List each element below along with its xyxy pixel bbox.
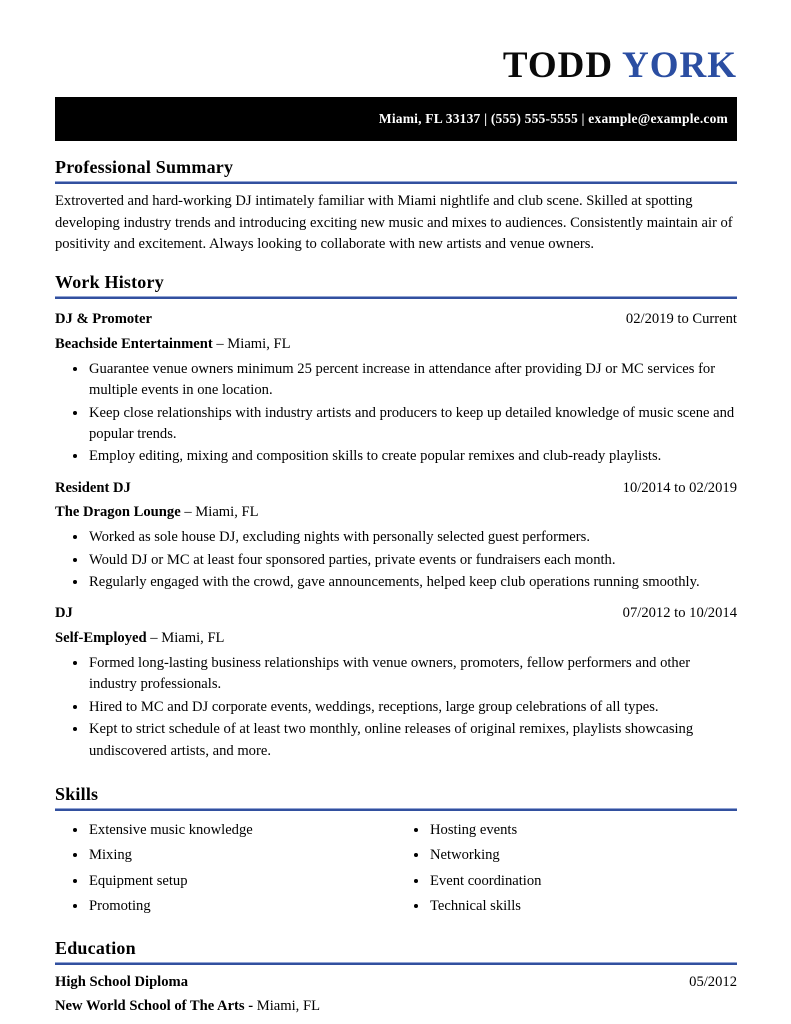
skills-columns (55, 818, 737, 922)
school-name: New World School of The Arts - (55, 997, 254, 1014)
section-rule (55, 296, 737, 299)
section-rule (55, 962, 737, 965)
company-name: Self-Employed (55, 629, 147, 646)
skill-item: • Event coordination (429, 871, 737, 892)
skills-column-right (396, 818, 737, 922)
skill-item: • Equipment setup (88, 871, 396, 892)
education-header (55, 972, 737, 993)
job-company-line (55, 334, 737, 355)
skill-item: • Networking (429, 845, 737, 866)
bullet-item: • Regularly engaged with the crowd, gave announcements, helped keep club operations running smoothly. (88, 572, 737, 593)
candidate-name (55, 46, 737, 87)
section-skills (55, 784, 737, 922)
section-title-summary: Professional Summary (55, 156, 234, 177)
company-name: Beachside Entertainment (55, 335, 213, 352)
contact-bar: Miami, FL 33137 | (555) 555-5555 | example@example.com (55, 97, 737, 141)
skills-list (396, 820, 737, 918)
job-bullet-list (55, 359, 737, 468)
job-location: – Miami, FL (150, 629, 225, 646)
job-title: Resident DJ (55, 479, 131, 496)
section-professional-summary (55, 157, 737, 257)
bullet-item: • Guarantee venue owners minimum 25 percent increase in attendance after providing DJ or MC services for multiple events in one location. (88, 359, 737, 402)
job-company-line (55, 628, 737, 649)
bullet-item: • Keep close relationships with industry artists and producers to keep up detailed knowledge of music scene and popular trends. (88, 403, 737, 446)
section-title-education: Education (55, 937, 136, 958)
job-bullet-list (55, 653, 737, 762)
job-entry (55, 478, 737, 594)
candidate-first-name: TODD (502, 45, 614, 86)
skill-item: • Mixing (88, 845, 396, 866)
bullet-item: • Hired to MC and DJ corporate events, weddings, receptions, large group celebrations of all types. (88, 697, 737, 718)
section-work-history (55, 272, 737, 762)
education-date: 05/2012 (689, 973, 737, 990)
job-header (55, 478, 737, 499)
bullet-item: • Employ editing, mixing and composition skills to create popular remixes and club-ready playlists. (88, 446, 737, 467)
job-bullet-list (55, 527, 737, 593)
job-header (55, 603, 737, 624)
skills-column-left (55, 818, 396, 922)
skill-item: • Hosting events (429, 820, 737, 841)
section-education (55, 938, 737, 1017)
bullet-item: • Worked as sole house DJ, excluding nights with personally selected guest performers. (88, 527, 737, 548)
section-rule (55, 808, 737, 811)
school-location: Miami, FL (256, 997, 321, 1014)
summary-text: Extroverted and hard-working DJ intimately familiar with Miami nightlife and club scene. Skilled at spotting developing industry trends and introducing exciting new music and mixes to audiences. Consistently maintain air of positivity and excitement. Always looking to collaborate with new artists and venue owners. (55, 192, 733, 253)
job-dates: 10/2014 to 02/2019 (622, 479, 737, 496)
job-header (55, 309, 737, 330)
bullet-item: • Would DJ or MC at least four sponsored parties, private events or fundraisers each month. (88, 550, 737, 571)
candidate-last-name: YORK (622, 45, 737, 86)
job-dates: 02/2019 to Current (625, 311, 737, 328)
bullet-item: • Kept to strict schedule of at least two monthly, online releases of original remixes, playlists showcasing undiscovered artists, and more. (88, 719, 737, 762)
section-title-skills: Skills (55, 783, 99, 804)
job-location: – Miami, FL (184, 504, 259, 521)
section-title-work-history: Work History (55, 272, 164, 293)
skill-item: • Technical skills (429, 896, 737, 917)
job-dates: 07/2012 to 10/2014 (622, 605, 737, 622)
company-name: The Dragon Lounge (55, 504, 181, 521)
job-entry (55, 603, 737, 762)
job-company-line (55, 502, 737, 523)
section-rule (55, 181, 737, 184)
job-title: DJ (55, 605, 73, 622)
education-school-line (55, 996, 737, 1017)
job-entry (55, 309, 737, 468)
degree-name: High School Diploma (55, 973, 188, 990)
bullet-item: • Formed long-lasting business relationships with venue owners, promoters, fellow performers and other industry professionals. (88, 653, 737, 696)
skill-item: • Extensive music knowledge (88, 820, 396, 841)
skill-item: • Promoting (88, 896, 396, 917)
skills-list (55, 820, 396, 918)
job-location: – Miami, FL (216, 335, 291, 352)
job-title: DJ & Promoter (55, 311, 152, 328)
